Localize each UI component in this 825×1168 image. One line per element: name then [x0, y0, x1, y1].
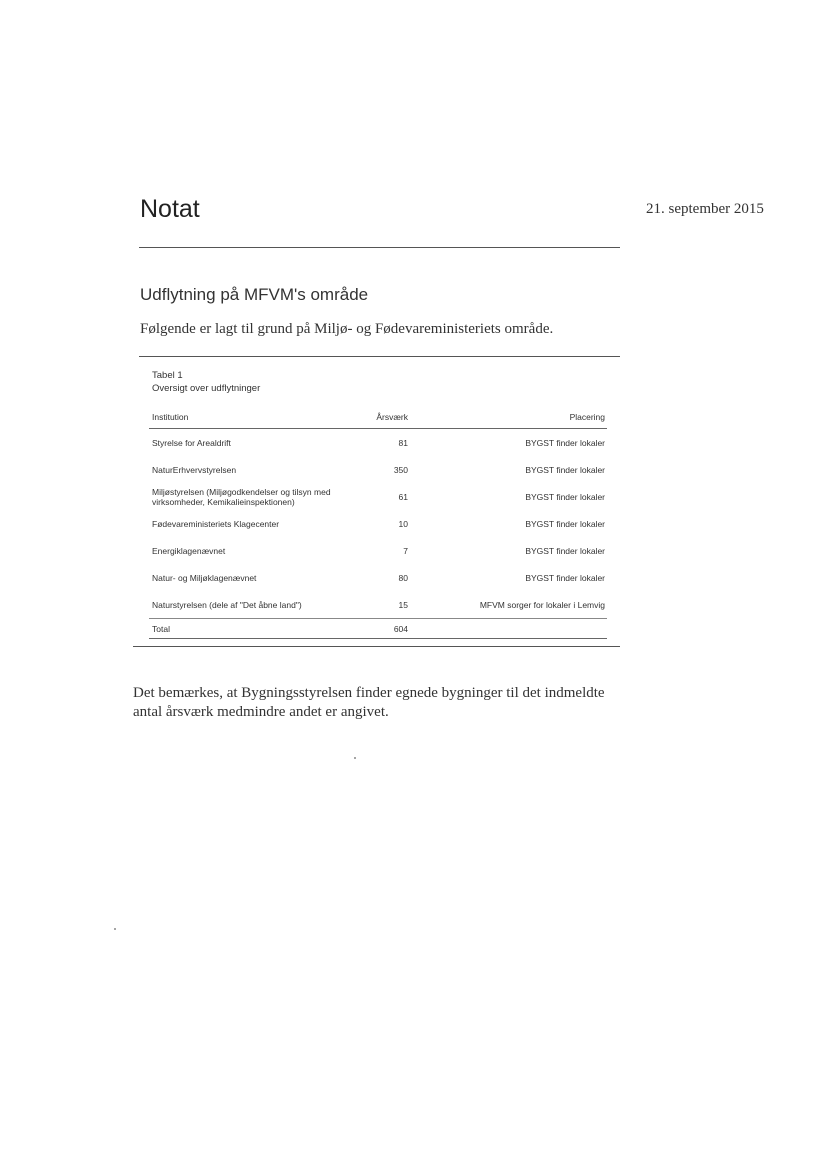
institution-cell: Energiklagenævnet: [152, 545, 226, 556]
table-caption: [152, 369, 260, 395]
scan-speck: [354, 757, 356, 759]
institution-cell: Fødevareministeriets Klagecenter: [152, 518, 280, 529]
table-row: [149, 564, 607, 591]
table-header-row: [149, 408, 607, 429]
table-bottom-rule: [133, 646, 620, 647]
table-top-rule: [139, 356, 620, 357]
placering-cell: BYGST finder lokaler: [525, 437, 605, 448]
table-row: [149, 483, 607, 510]
closing-paragraph: Det bemærkes, at Bygningsstyrelsen finder egnede bygninger til det indmeldte antal årsværk medmindre andet er angivet.: [133, 685, 605, 720]
placering-cell: BYGST finder lokaler: [525, 464, 605, 475]
table-number: Tabel 1: [152, 370, 183, 381]
institution-cell: Naturstyrelsen (dele af "Det åbne land"): [152, 599, 302, 610]
arsvaerk-cell: 61: [398, 491, 408, 502]
total-arsvaerk: 604: [369, 619, 410, 639]
arsvaerk-cell: 10: [398, 518, 408, 529]
total-placering-empty: [410, 619, 607, 639]
table-title: Oversigt over udflytninger: [152, 383, 261, 394]
institution-cell: Miljøstyrelsen (Miljøgodkendelser og tilsyn med virksomheder, Kemikalieinspektionen): [152, 486, 331, 507]
placering-cell: MFVM sorger for lokaler i Lemvig: [479, 599, 605, 610]
placering-cell: BYGST finder lokaler: [525, 572, 605, 583]
table-row: [149, 591, 607, 619]
table-row: [149, 537, 607, 564]
title-divider: [139, 247, 620, 248]
table-row: [149, 510, 607, 537]
table-row: [149, 456, 607, 483]
total-label: Total: [149, 619, 369, 639]
arsvaerk-cell: 80: [398, 572, 408, 583]
placering-cell: BYGST finder lokaler: [525, 518, 605, 529]
placering-cell: BYGST finder lokaler: [525, 491, 605, 502]
institution-cell: Styrelse for Arealdrift: [152, 437, 231, 448]
table-total-row: [149, 619, 607, 639]
document-date: 21. september 2015: [646, 201, 764, 217]
table-row: [149, 429, 607, 457]
arsvaerk-cell: 15: [398, 599, 408, 610]
intro-text: Følgende er lagt til grund på Miljø- og Fødevareministeriets område.: [140, 321, 554, 337]
column-header-arsvaerk: Årsværk: [369, 408, 410, 429]
placering-cell: BYGST finder lokaler: [525, 545, 605, 556]
arsvaerk-cell: 81: [398, 437, 408, 448]
column-header-institution: Institution: [149, 408, 369, 429]
arsvaerk-cell: 350: [393, 464, 408, 475]
scan-speck: [114, 928, 116, 930]
column-header-placering: Placering: [410, 408, 607, 429]
arsvaerk-cell: 7: [403, 545, 408, 556]
udflytning-table: [149, 408, 607, 639]
institution-cell: NaturErhvervstyrelsen: [152, 464, 237, 475]
institution-cell: Natur- og Miljøklagenævnet: [152, 572, 257, 583]
section-heading: Udflytning på MFVM's område: [140, 285, 369, 304]
document-title: Notat: [140, 195, 200, 223]
